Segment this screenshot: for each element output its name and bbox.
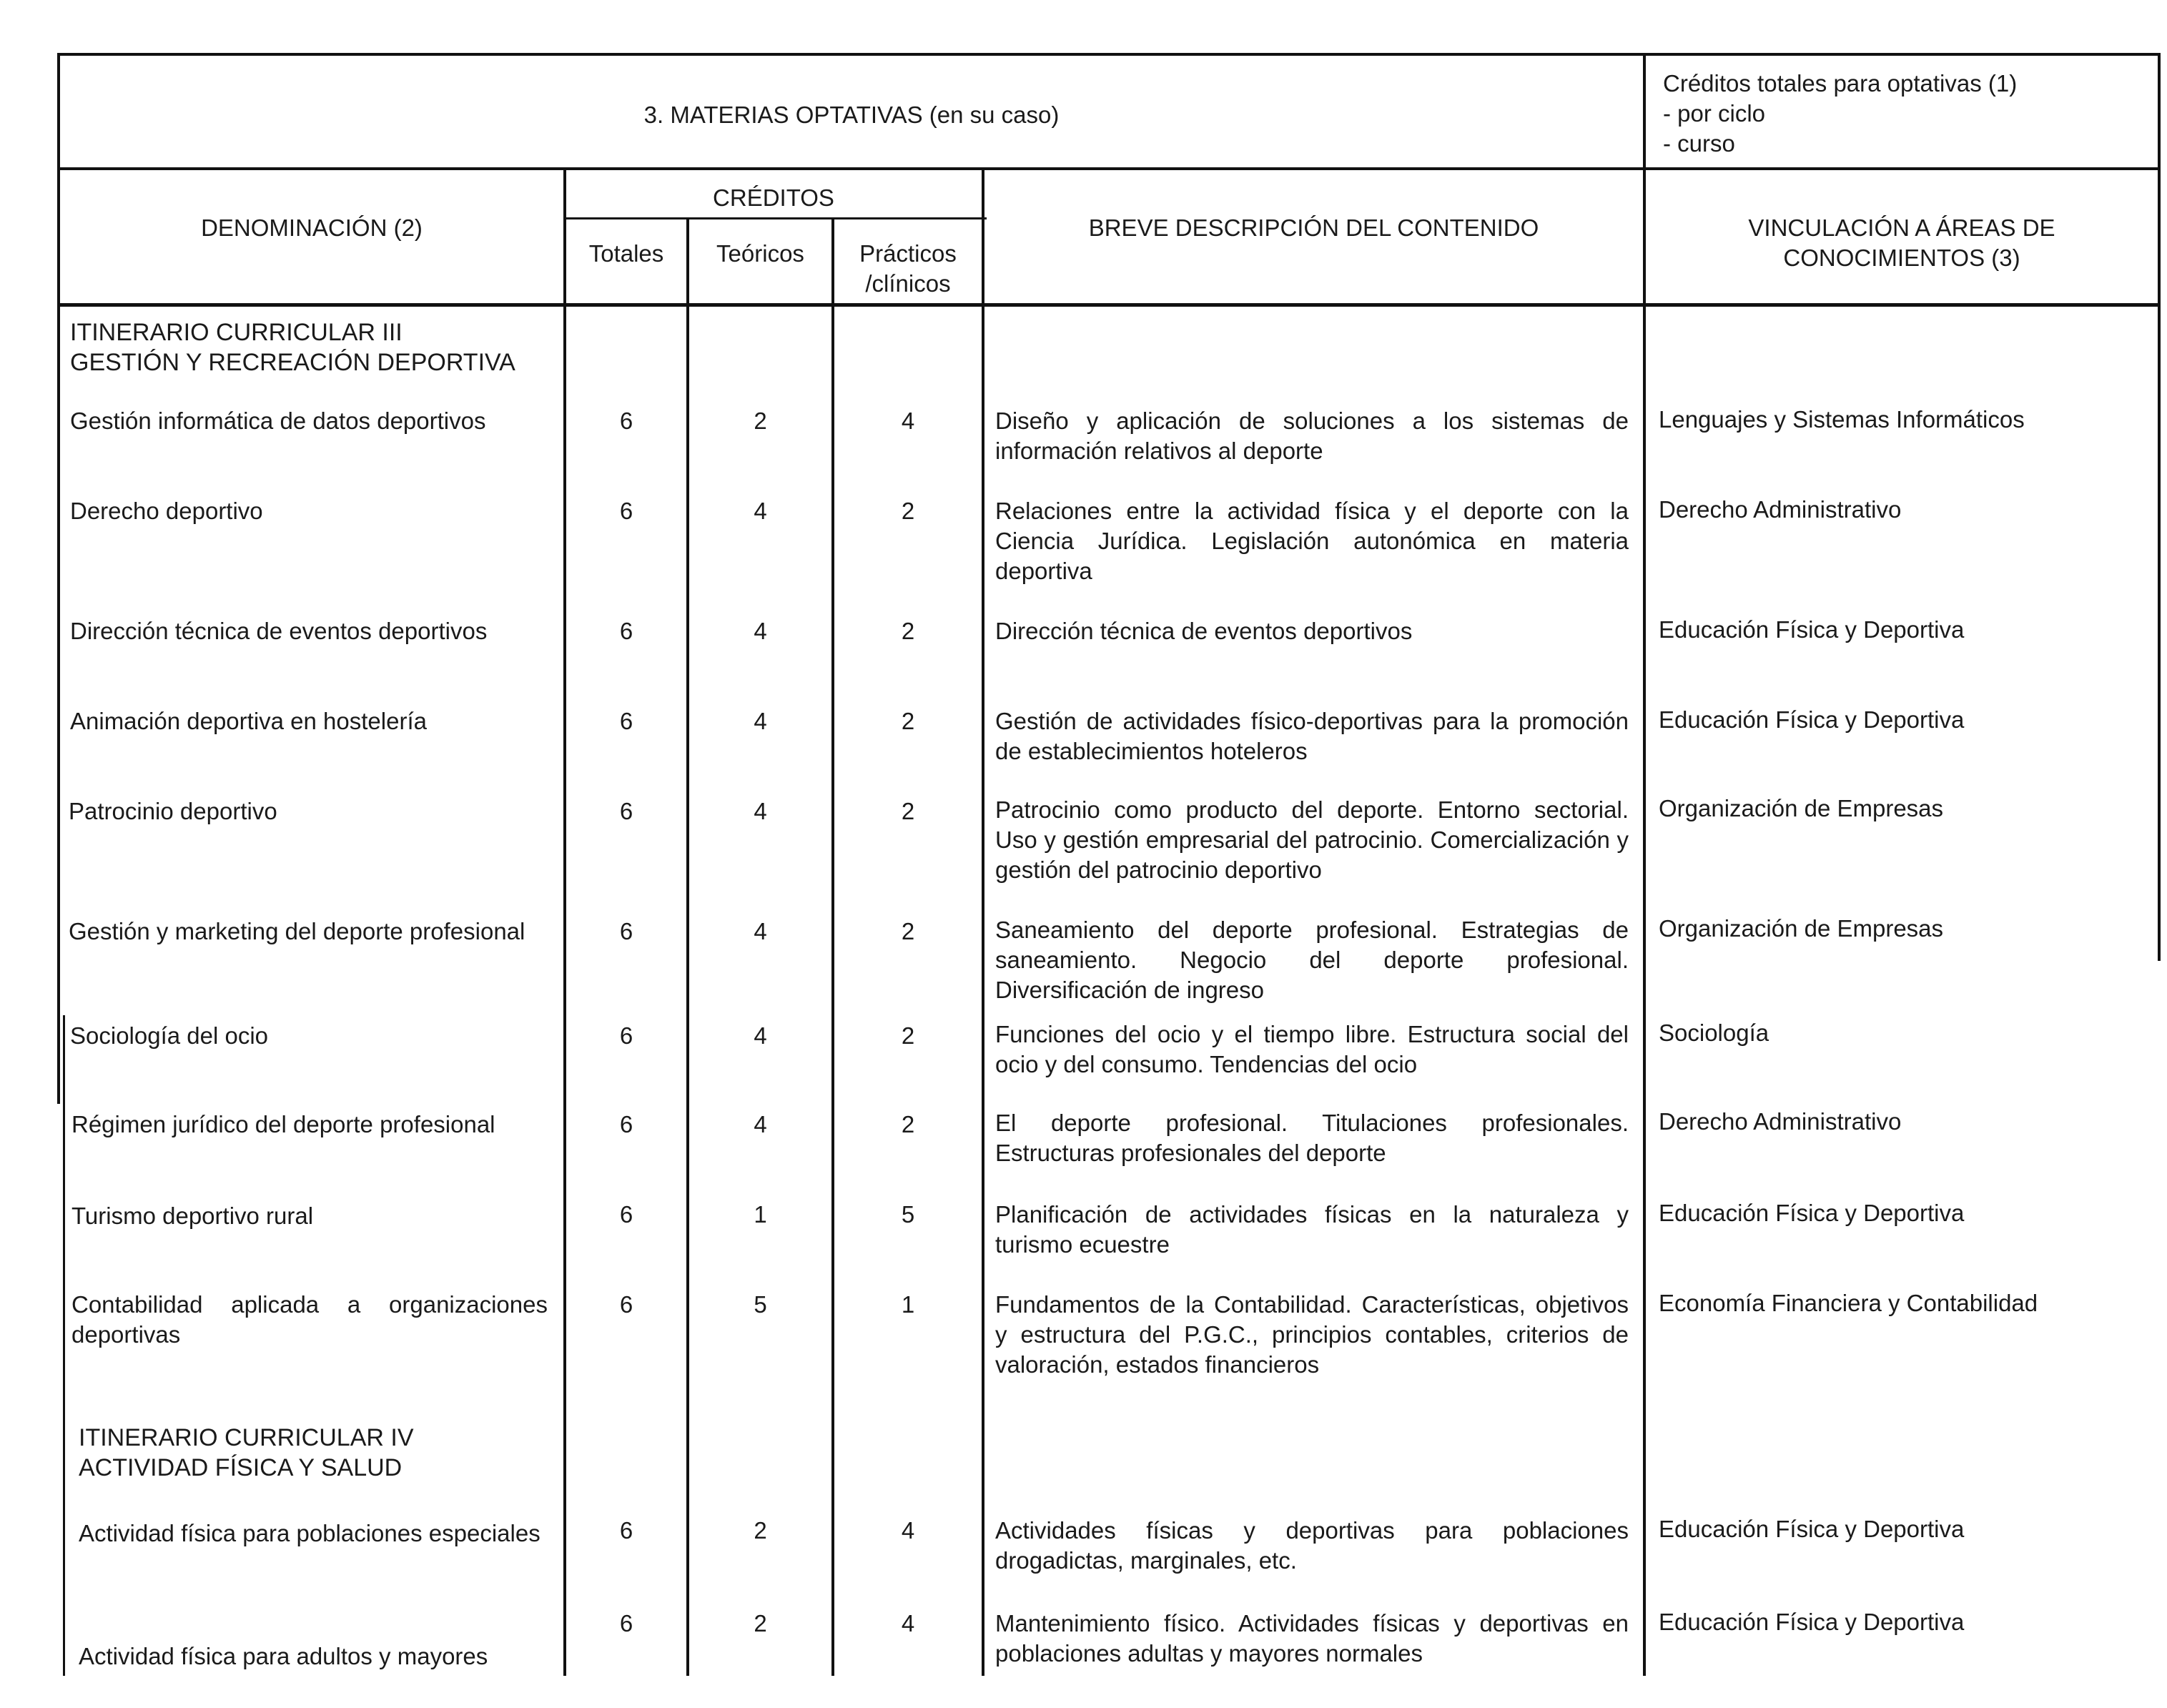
course-name: Gestión informática de datos deportivos <box>70 408 486 434</box>
knowledge-area: Educación Física y Deportiva <box>1659 616 1965 643</box>
course-name: Actividad física para poblaciones especiales <box>79 1520 540 1546</box>
course-description: Dirección técnica de eventos deportivos <box>995 618 1413 644</box>
section-heading-iii-line-1: ITINERARIO CURRICULAR III <box>70 319 403 346</box>
course-name: Animación deportiva en hostelería <box>70 708 427 734</box>
credits-teoricos: 4 <box>754 618 767 644</box>
course-description: Relaciones entre la actividad física y el deporte con la Ciencia Jurídica. Legislación autonómica en materia deportiva <box>995 498 1629 584</box>
col-divider-description-left <box>982 167 984 1676</box>
course-name: Turismo deportivo rural <box>71 1203 314 1229</box>
credits-totales: 6 <box>619 1022 633 1049</box>
column-header-denominacion: DENOMINACIÓN (2) <box>201 214 423 241</box>
credits-teoricos: 4 <box>754 798 767 824</box>
course-description: Fundamentos de la Contabilidad. Características, objetivos y estructura del P.G.C., principios contables, criterios de valoración, estados financieros <box>995 1291 1629 1378</box>
course-name: Régimen jurídico del deporte profesional <box>71 1111 495 1137</box>
credits-totales: 6 <box>619 708 633 734</box>
course-name: Gestión y marketing del deporte profesional <box>69 918 525 944</box>
knowledge-area: Educación Física y Deportiva <box>1659 1609 1965 1635</box>
column-header-practicos-1: Prácticos <box>859 240 957 267</box>
column-header-totales: Totales <box>588 240 664 267</box>
course-description: Gestión de actividades físico-deportivas para la promoción de establecimientos hoteleros <box>995 708 1629 764</box>
credits-practicos: 4 <box>901 408 915 434</box>
creditos-subheader-line <box>565 217 987 219</box>
credits-practicos: 4 <box>901 1610 915 1637</box>
course-name: Contabilidad aplicada a organizaciones deportivas <box>71 1291 548 1348</box>
table-left-border <box>57 53 60 1104</box>
knowledge-area: Educación Física y Deportiva <box>1659 1516 1965 1542</box>
credits-box-line-1: Créditos totales para optativas (1) <box>1663 70 2018 97</box>
course-name: Dirección técnica de eventos deportivos <box>70 618 488 644</box>
credits-teoricos: 4 <box>754 918 767 944</box>
knowledge-area: Derecho Administrativo <box>1659 496 1902 523</box>
credits-totales: 6 <box>619 1201 633 1228</box>
column-header-bottom-border <box>57 303 2161 307</box>
credits-practicos: 2 <box>901 498 915 524</box>
knowledge-area: Organización de Empresas <box>1659 795 1944 821</box>
column-header-practicos-2: /clínicos <box>865 270 951 297</box>
course-description: Patrocinio como producto del deporte. Entorno sectorial. Uso y gestión empresarial del patrocinio. Comercialización y gestión del patrocinio deportivo <box>995 796 1629 883</box>
credits-teoricos: 4 <box>754 498 767 524</box>
col-divider-totales <box>686 217 689 1676</box>
left-border-lower <box>63 1015 65 1676</box>
credits-practicos: 5 <box>901 1201 915 1228</box>
header-separator <box>57 167 2161 170</box>
knowledge-area: Sociología <box>1659 1020 1769 1046</box>
course-description: Planificación de actividades físicas en la naturaleza y turismo ecuestre <box>995 1201 1629 1258</box>
credits-practicos: 4 <box>901 1517 915 1544</box>
col-divider-teoricos <box>831 217 834 1676</box>
credits-practicos: 1 <box>901 1291 915 1318</box>
section-heading-iv-line-1: ITINERARIO CURRICULAR IV <box>79 1424 414 1451</box>
credits-totales: 6 <box>619 1610 633 1637</box>
course-name: Actividad física para adultos y mayores <box>79 1643 488 1669</box>
credits-practicos: 2 <box>901 1022 915 1049</box>
credits-teoricos: 2 <box>754 1517 767 1544</box>
course-description: El deporte profesional. Titulaciones profesionales. Estructuras profesionales del deporte <box>995 1110 1629 1166</box>
column-header-descripcion: BREVE DESCRIPCIÓN DEL CONTENIDO <box>1088 214 1539 241</box>
credits-teoricos: 5 <box>754 1291 767 1318</box>
course-name: Patrocinio deportivo <box>69 798 277 824</box>
knowledge-area: Organización de Empresas <box>1659 915 1944 942</box>
credits-totales: 6 <box>619 798 633 824</box>
section-title: 3. MATERIAS OPTATIVAS (en su caso) <box>643 102 1060 128</box>
knowledge-area: Economía Financiera y Contabilidad <box>1659 1290 2038 1316</box>
credits-teoricos: 2 <box>754 1610 767 1637</box>
credits-totales: 6 <box>619 498 633 524</box>
knowledge-area: Educación Física y Deportiva <box>1659 1200 1965 1226</box>
course-name: Derecho deportivo <box>70 498 263 524</box>
credits-practicos: 2 <box>901 1111 915 1137</box>
course-description: Saneamiento del deporte profesional. Estrategias de saneamiento. Negocio del deporte profesional. Diversificación de ingreso <box>995 917 1629 1003</box>
table-top-border <box>57 53 2161 56</box>
credits-practicos: 2 <box>901 798 915 824</box>
course-description: Actividades físicas y deportivas para poblaciones drogadictas, marginales, etc. <box>995 1517 1629 1574</box>
credits-teoricos: 2 <box>754 408 767 434</box>
credits-box-line-2: - por ciclo <box>1663 100 1766 127</box>
table-right-border <box>2158 53 2161 961</box>
credits-totales: 6 <box>619 408 633 434</box>
credits-teoricos: 4 <box>754 1111 767 1137</box>
credits-practicos: 2 <box>901 708 915 734</box>
credits-totales: 6 <box>619 618 633 644</box>
credits-practicos: 2 <box>901 618 915 644</box>
course-description: Diseño y aplicación de soluciones a los sistemas de información relativos al deporte <box>995 408 1629 464</box>
credits-box-line-3: - curso <box>1663 130 1735 157</box>
column-header-creditos: CRÉDITOS <box>713 184 834 211</box>
credits-totales: 6 <box>619 1517 633 1544</box>
credits-practicos: 2 <box>901 918 915 944</box>
credits-teoricos: 4 <box>754 1022 767 1049</box>
knowledge-area: Derecho Administrativo <box>1659 1108 1902 1135</box>
credits-totales: 6 <box>619 1111 633 1137</box>
credits-totales: 6 <box>619 918 633 944</box>
section-heading-iii-line-2: GESTIÓN Y RECREACIÓN DEPORTIVA <box>70 349 515 376</box>
credits-teoricos: 4 <box>754 708 767 734</box>
column-header-teoricos: Teóricos <box>716 240 804 267</box>
credits-totales: 6 <box>619 1291 633 1318</box>
col-divider-area-left <box>1643 53 1646 1676</box>
column-header-vinculacion-1: VINCULACIÓN A ÁREAS DE <box>1748 214 2055 241</box>
knowledge-area: Educación Física y Deportiva <box>1659 706 1965 733</box>
knowledge-area: Lenguajes y Sistemas Informáticos <box>1659 406 2025 433</box>
credits-teoricos: 1 <box>754 1201 767 1228</box>
section-heading-iv-line-2: ACTIVIDAD FÍSICA Y SALUD <box>79 1454 403 1481</box>
course-description: Funciones del ocio y el tiempo libre. Estructura social del ocio y del consumo. Tendencias del ocio <box>995 1021 1629 1077</box>
course-name: Sociología del ocio <box>70 1022 269 1049</box>
course-description: Mantenimiento físico. Actividades físicas y deportivas en poblaciones adultas y mayores normales <box>995 1610 1629 1667</box>
column-header-vinculacion-2: CONOCIMIENTOS (3) <box>1783 245 2020 271</box>
